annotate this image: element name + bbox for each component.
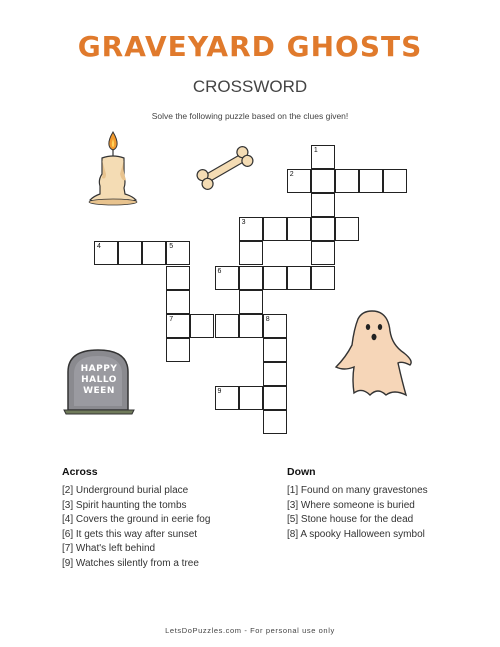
down-clue: [3] Where someone is buried xyxy=(287,499,415,511)
footer-text: LetsDoPuzzles.com - For personal use only xyxy=(165,626,335,635)
cell-number: 3 xyxy=(241,219,246,227)
across-clue: [7] What's left behind xyxy=(62,543,156,554)
crossword-cell[interactable] xyxy=(311,169,335,193)
across-clue: [3] Spirit haunting the tombs xyxy=(62,499,187,511)
across-clue: [2] Underground burial place xyxy=(62,485,189,496)
crossword-cell[interactable] xyxy=(263,362,287,386)
cell-number: 9 xyxy=(217,388,222,395)
down-clue: [8] A spooky Halloween symbol xyxy=(287,528,425,540)
crossword-cell[interactable] xyxy=(118,241,142,265)
crossword-cell[interactable] xyxy=(263,410,287,434)
across-clue-list xyxy=(62,484,210,571)
crossword-cell[interactable] xyxy=(311,217,335,241)
crossword-cell[interactable] xyxy=(287,217,311,241)
cell-number: 2 xyxy=(289,171,294,179)
crossword-cell[interactable] xyxy=(239,266,263,290)
crossword-cell[interactable] xyxy=(166,290,190,314)
crossword-cell[interactable] xyxy=(311,145,335,169)
tombstone-text-2: HALLO xyxy=(81,375,117,385)
page-title: GRAVEYARD GHOSTS xyxy=(77,30,423,63)
crossword-cell[interactable] xyxy=(239,290,263,314)
crossword-cell[interactable] xyxy=(335,169,359,193)
crossword-cell[interactable] xyxy=(239,314,263,338)
crossword-cell[interactable] xyxy=(263,217,287,241)
across-heading: Across xyxy=(62,466,98,478)
down-clue-list xyxy=(287,484,428,542)
tombstone-text-1: HAPPY xyxy=(80,364,118,374)
crossword-cell[interactable] xyxy=(359,169,383,193)
crossword-cell[interactable] xyxy=(287,169,311,193)
instructions-text: Solve the following puzzle based on the clues given! xyxy=(151,111,349,121)
across-clue: [9] Watches silently from a tree xyxy=(62,557,199,569)
crossword-cell[interactable] xyxy=(166,241,190,265)
crossword-cell[interactable] xyxy=(263,314,287,338)
page-subtitle: CROSSWORD xyxy=(192,77,308,96)
cell-number: 4 xyxy=(97,243,101,251)
down-clue: [1] Found on many gravestones xyxy=(287,485,428,496)
tombstone-text-3: WEEN xyxy=(83,386,115,396)
crossword-cell[interactable] xyxy=(311,266,335,290)
crossword-cell[interactable] xyxy=(239,241,263,265)
down-heading: Down xyxy=(287,466,316,478)
crossword-cell[interactable] xyxy=(166,338,190,362)
across-clue: [6] It gets this way after sunset xyxy=(62,528,198,540)
crossword-cell[interactable] xyxy=(239,217,263,241)
crossword-cell[interactable] xyxy=(166,266,190,290)
crossword-cell[interactable] xyxy=(190,314,214,338)
cell-number: 6 xyxy=(217,267,222,275)
crossword-cell[interactable] xyxy=(215,386,239,410)
crossword-cell[interactable] xyxy=(263,266,287,290)
crossword-cell[interactable] xyxy=(311,241,335,265)
crossword-cell[interactable] xyxy=(215,314,239,338)
cell-number: 1 xyxy=(313,147,318,154)
crossword-cell[interactable] xyxy=(383,169,407,193)
cell-number: 5 xyxy=(169,243,174,251)
crossword-cell[interactable] xyxy=(287,266,311,290)
crossword-cell[interactable] xyxy=(166,314,190,338)
crossword-cell[interactable] xyxy=(142,241,166,265)
crossword-cell[interactable] xyxy=(239,386,263,410)
crossword-cell[interactable] xyxy=(215,266,239,290)
crossword-cell[interactable] xyxy=(263,338,287,362)
down-clue: [5] Stone house for the dead xyxy=(287,514,414,525)
cell-number: 8 xyxy=(265,315,270,323)
crossword-cell[interactable] xyxy=(335,217,359,241)
crossword-cell[interactable] xyxy=(94,241,118,265)
crossword-cell[interactable] xyxy=(311,193,335,217)
across-clue: [4] Covers the ground in eerie fog xyxy=(62,514,211,525)
cell-number: 7 xyxy=(169,315,174,323)
crossword-cell[interactable] xyxy=(263,386,287,410)
